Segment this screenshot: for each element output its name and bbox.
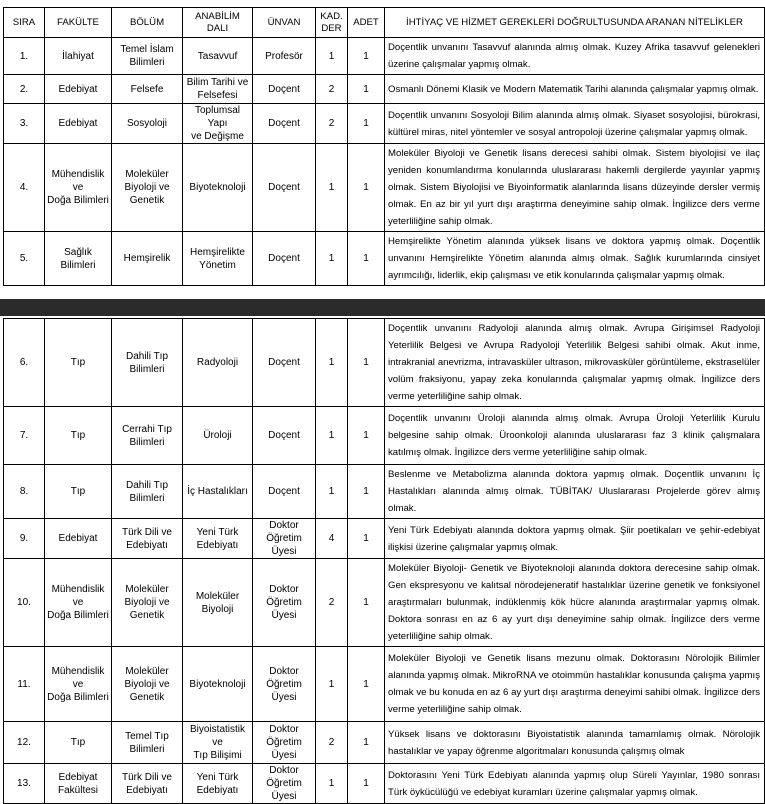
cell-sira: 3. (4, 104, 45, 144)
header-unvan: ÜNVAN (253, 8, 316, 38)
table-row (4, 144, 765, 232)
cell-adet: 1 (348, 75, 385, 104)
cell-fakulte: Tıp (45, 722, 112, 764)
cell-anabilim: Üroloji (183, 407, 253, 465)
cell-unvan: Doçent (253, 232, 316, 286)
header-nitelikler: İHTİYAÇ VE HİZMET GEREKLERİ DOĞRULTUSUNDA ARANAN NİTELİKLER (385, 8, 765, 38)
cell-bolum: Moleküler Biyoloji ve Genetik (112, 144, 183, 232)
cell-kadro: 1 (316, 407, 348, 465)
cell-bolum: Hemşirelik (112, 232, 183, 286)
cell-fakulte: Tıp (45, 465, 112, 519)
cell-adet: 1 (348, 722, 385, 764)
cut-off-text-strip (0, 0, 765, 6)
cell-anabilim: Biyoteknoloji (183, 144, 253, 232)
cell-bolum: Türk Dili ve Edebiyatı (112, 519, 183, 559)
cell-unvan: Doktor Öğretim Üyesi (253, 647, 316, 722)
cell-kadro: 2 (316, 722, 348, 764)
header-kadro-derecesi: KAD. DER (316, 8, 348, 38)
cell-kadro: 2 (316, 104, 348, 144)
cell-adet: 1 (348, 144, 385, 232)
cell-kadro: 1 (316, 232, 348, 286)
table-row (4, 75, 765, 104)
cell-anabilim: Bilim Tarihi ve Felsefesi (183, 75, 253, 104)
cell-nitelik: Moleküler Biyoloji- Genetik ve Biyoteknoloji alanında doktora derecesine sahip olmak. Gen ekspresyonu ve kalıtsal nörodejeneratif hastalıklar üzerine genetik ve fonksiyonel araştırmaları bulunmak, indüklenmiş kök hücre alanında araştırmalar yapmış olmak. Doktora sonrası en az 6 ay yurt dışı deneyimine sahip olmak. İngilizce ders verme yeterliliğine sahip olmak. (385, 559, 765, 647)
positions-table-2 (3, 318, 765, 804)
cell-sira: 11. (4, 647, 45, 722)
cell-anabilim: Biyoistatistik ve Tıp Bilişimi (183, 722, 253, 764)
table-row (4, 465, 765, 519)
cell-sira: 13. (4, 764, 45, 804)
cell-nitelik: Moleküler Biyoloji ve Genetik lisans derecesi sahibi olmak. Sistem biyolojisi ve ilaç yeniden konumlandırma konularında uluslararası hakemli dergilerde yayınlar yapmış olmak. Sistem Biyolojisi ve Biyoinformatik alanlarında lisans düzeyinde dersler vermiş olmak. En az bir yıl yurt dışı araştırma deneyimine sahip olmak. İngilizce ders verme yeterliliğine sahip olmak. (385, 144, 765, 232)
cell-adet: 1 (348, 407, 385, 465)
cell-anabilim: Radyoloji (183, 319, 253, 407)
cell-nitelik: Doktorasını Yeni Türk Edebiyatı alanında yapmış olup Süreli Yayınlar, 1980 sonrası Türk öykücülüğü ve edebiyat kuramları üzerine çalışmalar yapmış olmak. (385, 764, 765, 804)
cell-nitelik: Yeni Türk Edebiyatı alanında doktora yapmış olmak. Şiir poetikaları ve şehir-edebiyat ilişkisi üzerine çalışmalar yapmış olmak. (385, 519, 765, 559)
cell-adet: 1 (348, 764, 385, 804)
cell-bolum: Temel Tıp Bilimleri (112, 722, 183, 764)
cell-bolum: Türk Dili ve Edebiyatı (112, 764, 183, 804)
cell-anabilim: İç Hastalıkları (183, 465, 253, 519)
table-row (4, 319, 765, 407)
cell-kadro: 1 (316, 319, 348, 407)
cell-anabilim: Yeni Türk Edebiyatı (183, 519, 253, 559)
cell-unvan: Doktor Öğretim Üyesi (253, 559, 316, 647)
cell-sira: 8. (4, 465, 45, 519)
cell-anabilim: Moleküler Biyoloji (183, 559, 253, 647)
page-divider-band (0, 299, 765, 316)
cell-kadro: 4 (316, 519, 348, 559)
table-2-body (4, 319, 765, 804)
cell-anabilim: Hemşirelikte Yönetim (183, 232, 253, 286)
cell-unvan: Doçent (253, 407, 316, 465)
table-row (4, 104, 765, 144)
cell-sira: 7. (4, 407, 45, 465)
table-row (4, 647, 765, 722)
cell-sira: 9. (4, 519, 45, 559)
cell-kadro: 1 (316, 144, 348, 232)
cell-bolum: Dahili Tıp Bilimleri (112, 319, 183, 407)
header-anabilim-dali: ANABİLİM DALI (183, 8, 253, 38)
cell-bolum: Moleküler Biyoloji ve Genetik (112, 647, 183, 722)
cell-sira: 4. (4, 144, 45, 232)
cell-fakulte: Edebiyat (45, 75, 112, 104)
cell-adet: 1 (348, 38, 385, 75)
cell-unvan: Doktor Öğretim Üyesi (253, 764, 316, 804)
positions-table-1 (3, 7, 765, 286)
cell-anabilim: Tasavvuf (183, 38, 253, 75)
cell-nitelik: Beslenme ve Metabolizma alanında doktora yapmış olmak. Doçentlik unvanını İç Hastalıkları alanında almış olmak. TÜBİTAK/ Uluslararası Projelerde görev almış olmak. (385, 465, 765, 519)
cell-fakulte: Edebiyat Fakültesi (45, 764, 112, 804)
cell-adet: 1 (348, 232, 385, 286)
cell-fakulte: Edebiyat (45, 104, 112, 144)
cell-fakulte: Sağlık Bilimleri (45, 232, 112, 286)
cell-sira: 6. (4, 319, 45, 407)
cell-bolum: Cerrahi Tıp Bilimleri (112, 407, 183, 465)
cell-adet: 1 (348, 559, 385, 647)
header-sira: SIRA (4, 8, 45, 38)
cell-nitelik: Osmanlı Dönemi Klasik ve Modern Matematik Tarihi alanında çalışmalar yapmış olmak. (385, 75, 765, 104)
cell-kadro: 1 (316, 465, 348, 519)
cell-fakulte: Tıp (45, 407, 112, 465)
cell-fakulte: Mühendislik ve Doğa Bilimleri (45, 144, 112, 232)
header-bolum: BÖLÜM (112, 8, 183, 38)
cell-unvan: Doktor Öğretim Üyesi (253, 519, 316, 559)
cell-fakulte: Mühendislik ve Doğa Bilimleri (45, 647, 112, 722)
cell-bolum: Dahili Tıp Bilimleri (112, 465, 183, 519)
cell-nitelik: Doçentlik unvanını Sosyoloji Bilim alanında almış olmak. Siyaset sosyolojisi, bürokrasi, kültürel miras, nitel yöntemler ve sosyal antropoloji üzerine çalışmalar yapmış olmak. (385, 104, 765, 144)
cell-anabilim: Biyoteknoloji (183, 647, 253, 722)
cell-unvan: Doçent (253, 319, 316, 407)
table-row (4, 722, 765, 764)
cell-sira: 5. (4, 232, 45, 286)
cell-unvan: Profesör (253, 38, 316, 75)
cell-sira: 12. (4, 722, 45, 764)
cell-bolum: Sosyoloji (112, 104, 183, 144)
cell-unvan: Doçent (253, 144, 316, 232)
header-fakulte: FAKÜLTE (45, 8, 112, 38)
cell-sira: 2. (4, 75, 45, 104)
table-header-row (4, 8, 765, 38)
cell-nitelik: Doçentlik unvanını Üroloji alanında almış olmak. Avrupa Üroloji Yeterlilik Kurulu belgesine sahip olmak. Üroonkoloji alanında uluslararası faz 3 klinik çalışmalara katılmış olmak. İngilizce ders verme yeterliliğine sahip olmak. (385, 407, 765, 465)
cell-sira: 10. (4, 559, 45, 647)
cell-fakulte: Mühendislik ve Doğa Bilimleri (45, 559, 112, 647)
cell-adet: 1 (348, 647, 385, 722)
cell-bolum: Moleküler Biyoloji ve Genetik (112, 559, 183, 647)
cell-unvan: Doçent (253, 465, 316, 519)
cell-bolum: Felsefe (112, 75, 183, 104)
cell-adet: 1 (348, 104, 385, 144)
table-row (4, 407, 765, 465)
cell-sira: 1. (4, 38, 45, 75)
cell-unvan: Doçent (253, 104, 316, 144)
cell-nitelik: Doçentlik unvanını Tasavvuf alanında almış olmak. Kuzey Afrika tasavvuf gelenekleri üzerine çalışmalar yapmış olmak. (385, 38, 765, 75)
cell-kadro: 1 (316, 38, 348, 75)
cell-nitelik: Yüksek lisans ve doktorasını Biyoistatistik alanında tamamlamış olmak. Nörolojik hastalıklar ve yapay öğrenme algoritmaları konusunda çalışmış olmak (385, 722, 765, 764)
cell-unvan: Doçent (253, 75, 316, 104)
cell-nitelik: Hemşirelikte Yönetim alanında yüksek lisans ve doktora yapmış olmak. Doçentlik unvanını Hemşirelikte Yönetim alanında almış olmak. Sağlık kurumlarında cinsiyet ayrımcılığı, liderlik, ekip çalışması ve etik konularında çalışmalar yapmış olmak. (385, 232, 765, 286)
cell-anabilim: Toplumsal Yapı ve Değişme (183, 104, 253, 144)
cell-adet: 1 (348, 465, 385, 519)
header-adet: ADET (348, 8, 385, 38)
cell-nitelik: Doçentlik unvanını Radyoloji alanında almış olmak. Avrupa Girişimsel Radyoloji Yeterlilik Belgesi ve Avrupa Radyoloji Yeterlilik Belgesi sahibi olmak. Akut inme, intrakranial anevrizma, intravasküler ultrason, mikrovasküler görüntüleme, ekstraselüler volüm fraksiyonu, yapay zeka konularında çalışmalar yapmış olmak. İngilizce ders verme yeterliliğine sahip olmak. (385, 319, 765, 407)
table-row (4, 232, 765, 286)
table-row (4, 519, 765, 559)
table-row (4, 38, 765, 75)
cell-adet: 1 (348, 519, 385, 559)
cell-fakulte: Tıp (45, 319, 112, 407)
cell-nitelik: Moleküler Biyoloji ve Genetik lisans mezunu olmak. Doktorasını Nörolojik Bilimler alanında yapmış olmak. MikroRNA ve otoimmün hastalıklar konusunda çalışma yapmış olmak ve bu konuda en az 6 ay yurt dışı araştırma deneyimi sahibi olmak. İngilizce ders verme yeterliliğine sahip olmak. (385, 647, 765, 722)
cell-kadro: 2 (316, 559, 348, 647)
table-row (4, 559, 765, 647)
cell-kadro: 1 (316, 647, 348, 722)
cell-adet: 1 (348, 319, 385, 407)
cell-unvan: Doktor Öğretim Üyesi (253, 722, 316, 764)
table-1-body (4, 38, 765, 286)
cell-anabilim: Yeni Türk Edebiyatı (183, 764, 253, 804)
cell-kadro: 1 (316, 764, 348, 804)
cell-fakulte: Edebiyat (45, 519, 112, 559)
cell-bolum: Temel İslam Bilimleri (112, 38, 183, 75)
cell-fakulte: İlahiyat (45, 38, 112, 75)
cell-kadro: 2 (316, 75, 348, 104)
